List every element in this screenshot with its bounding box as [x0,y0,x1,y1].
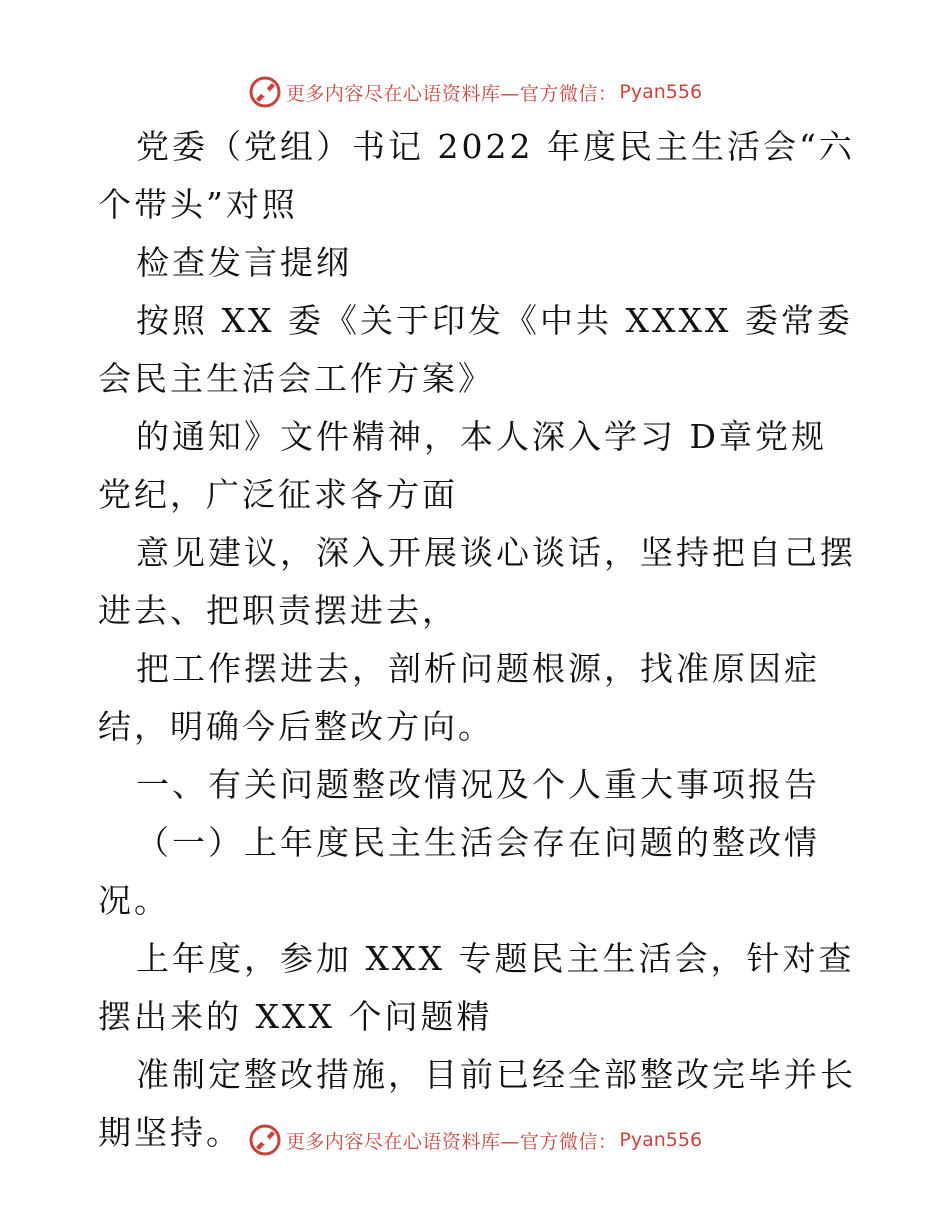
subsection-heading: （一）上年度民主生活会存在问题的整改情况。 [98,823,820,920]
brush-pen-logo-icon [248,1123,282,1157]
section-heading: 一、有关问题整改情况及个人重大事项报告 [136,765,820,804]
body-paragraph: 把工作摆进去，剖析问题根源，找准原因症结，明确今后整改方向。 [98,649,820,746]
header-banner [0,72,950,112]
footer-banner [0,1120,950,1160]
banner-wechat-id: Pyan556 [619,1129,703,1151]
document-body [98,118,858,1162]
banner-text: 更多内容尽在心语资料库—官方微信： [285,1130,618,1153]
banner-text: 更多内容尽在心语资料库—官方微信： [285,82,618,105]
brush-pen-logo-icon [248,75,282,109]
body-paragraph: 上年度，参加 XXX 专题民主生活会，针对查摆出来的 XXX 个问题精 [98,939,855,1036]
document-title: 党委（党组）书记 2022 年度民主生活会“六个带头”对照 [98,127,855,224]
body-paragraph: 的通知》文件精神，本人深入学习 D章党规党纪，广泛征求各方面 [98,417,827,514]
body-paragraph: 按照 XX 委《关于印发《中共 XXXX 委常委会民主生活会工作方案》 [98,301,853,398]
body-paragraph: 意见建议，深入开展谈心谈话，坚持把自己摆进去、把职责摆进去， [98,533,856,630]
body-paragraph: 准制定整改措施，目前已经全部整改完毕并长期坚持。 [98,1055,856,1152]
document-subtitle: 检查发言提纲 [136,243,352,282]
banner-wechat-id: Pyan556 [619,81,703,103]
